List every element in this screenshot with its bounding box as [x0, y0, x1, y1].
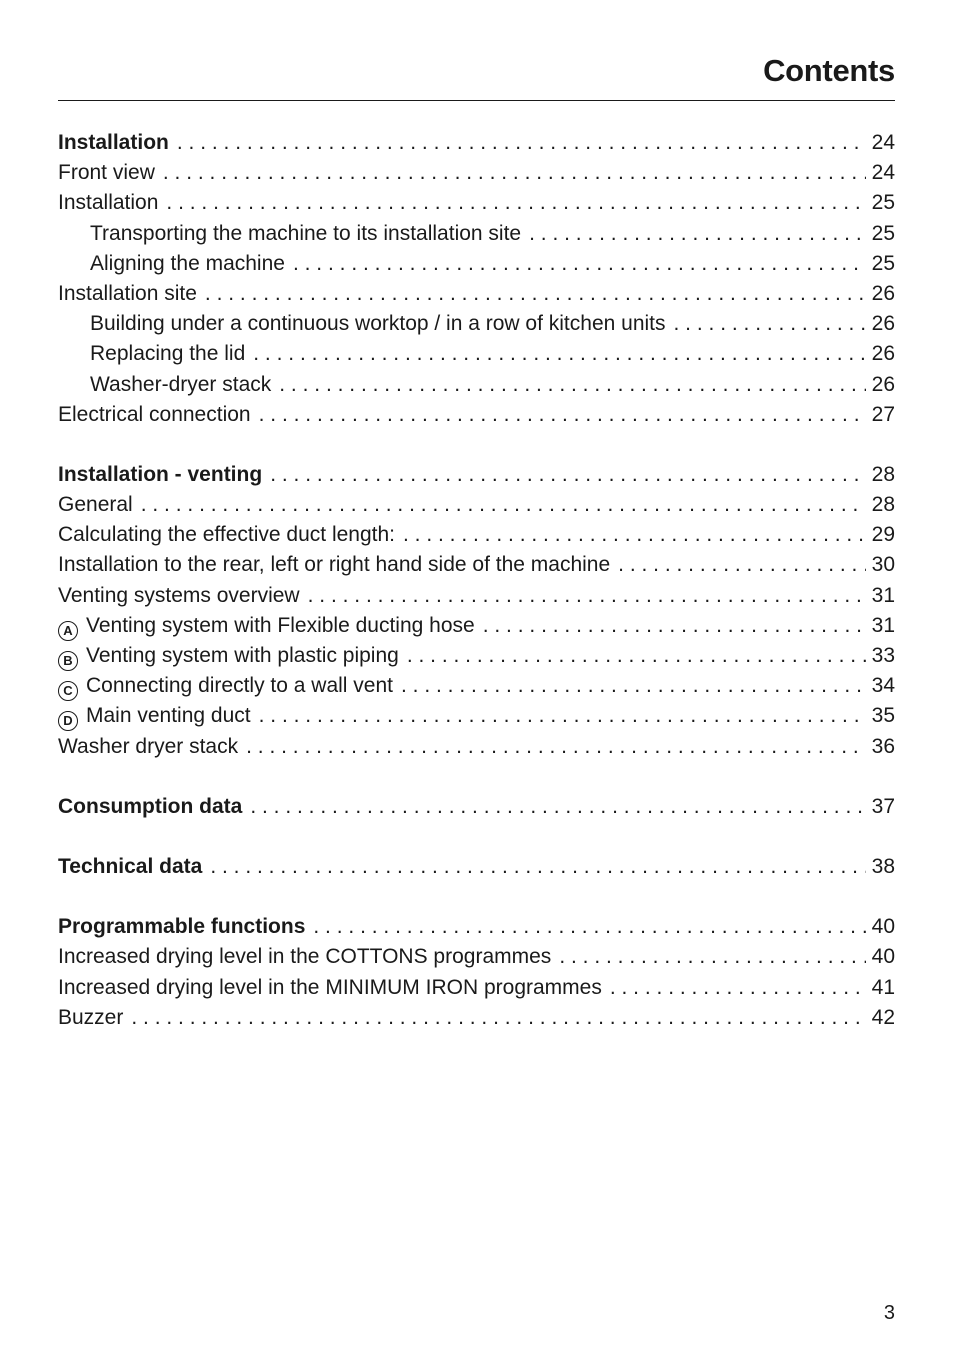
toc-entry-text: Washer-dryer stack — [90, 372, 272, 396]
toc-entry-page-number: 40 — [871, 915, 895, 939]
page-number: 3 — [883, 1302, 895, 1324]
dot-leader — [131, 1003, 865, 1033]
toc-entry-text: Buzzer — [58, 1005, 124, 1029]
toc-heading-entry[interactable] — [58, 128, 895, 158]
toc-entry-page-number: 34 — [871, 674, 895, 698]
toc-entry[interactable] — [58, 279, 895, 309]
toc-entry-page-number: 31 — [871, 583, 895, 607]
dot-leader — [250, 792, 865, 822]
toc-entry[interactable] — [58, 641, 895, 671]
toc-entry-text: Consumption data — [58, 794, 243, 818]
dot-leader — [674, 309, 866, 339]
toc-entry-text: Installation — [58, 191, 159, 215]
toc-section — [58, 852, 895, 882]
toc-entry-page-number: 29 — [871, 523, 895, 547]
toc-entry-text: Technical data — [58, 854, 203, 878]
toc-entry-page-number: 24 — [871, 161, 895, 185]
toc-entry[interactable] — [58, 400, 895, 430]
toc-section — [58, 912, 895, 1033]
toc-entry-label — [58, 460, 262, 490]
toc-entry-label — [58, 158, 155, 188]
toc-entry[interactable] — [58, 1003, 895, 1033]
circled-letter-marker: B — [58, 651, 78, 671]
toc-entry[interactable] — [58, 309, 895, 339]
dot-leader — [407, 641, 866, 671]
toc-entry-page-number: 26 — [871, 342, 895, 366]
toc-entry-text: Electrical connection — [58, 402, 251, 426]
toc-entry-page-number: 38 — [871, 854, 895, 878]
dot-leader — [308, 581, 866, 611]
dot-leader — [163, 158, 866, 188]
toc-entry-page-number: 36 — [871, 734, 895, 758]
toc-entry-text: Venting system with Flexible ducting hose — [86, 613, 475, 637]
toc-entry-label — [58, 188, 158, 218]
toc-entry[interactable] — [58, 701, 895, 731]
dot-leader — [313, 912, 865, 942]
toc-entry-text: Installation - venting — [58, 462, 263, 486]
toc-heading-entry[interactable] — [58, 460, 895, 490]
dot-leader — [259, 400, 866, 430]
toc-entry-page-number: 31 — [871, 613, 895, 637]
toc-entry[interactable] — [58, 490, 895, 520]
toc-entry-label — [58, 581, 300, 611]
toc-entry-label — [58, 279, 197, 309]
dot-leader — [403, 520, 866, 550]
toc-entry-text: Main venting duct — [86, 704, 251, 728]
table-of-contents — [58, 128, 895, 1063]
toc-entry[interactable] — [58, 249, 895, 279]
toc-entry[interactable] — [58, 942, 895, 972]
toc-entry-text: Increased drying level in the COTTONS programmes — [58, 945, 552, 969]
toc-entry-page-number: 27 — [871, 402, 895, 426]
toc-entry[interactable] — [58, 732, 895, 762]
circled-letter-marker: D — [58, 711, 78, 731]
toc-entry-label — [58, 701, 251, 731]
toc-entry[interactable] — [58, 370, 895, 400]
circled-letter-marker: A — [58, 621, 78, 641]
toc-entry-label — [58, 671, 393, 701]
toc-entry-label — [58, 973, 602, 1003]
page-title: Contents — [763, 53, 895, 88]
toc-entry-label — [58, 490, 133, 520]
dot-leader — [166, 188, 865, 218]
toc-entry-label — [58, 611, 475, 641]
toc-entry-text: Front view — [58, 161, 155, 185]
toc-entry-page-number: 28 — [871, 493, 895, 517]
toc-entry-label — [90, 309, 666, 339]
toc-entry-text: Installation site — [58, 281, 197, 305]
toc-entry-text: Replacing the lid — [90, 342, 246, 366]
toc-entry-page-number: 24 — [871, 131, 895, 154]
toc-entry[interactable] — [58, 671, 895, 701]
toc-entry-label — [58, 520, 395, 550]
dot-leader — [559, 942, 865, 972]
toc-entry[interactable] — [58, 158, 895, 188]
toc-entry-text: Venting systems overview — [58, 583, 300, 607]
toc-entry-page-number: 28 — [871, 462, 895, 486]
dot-leader — [177, 128, 866, 158]
dot-leader — [141, 490, 866, 520]
toc-heading-entry[interactable] — [58, 792, 895, 822]
toc-entry-text: Transporting the machine to its installation site — [90, 221, 522, 245]
toc-entry-label — [58, 400, 251, 430]
toc-entry-page-number: 33 — [871, 644, 895, 667]
toc-entry[interactable] — [58, 581, 895, 611]
toc-entry-label — [58, 641, 399, 671]
toc-entry[interactable] — [58, 188, 895, 218]
toc-entry-page-number: 25 — [871, 221, 895, 245]
toc-entry-page-number: 26 — [871, 312, 895, 336]
toc-entry-text: Installation — [58, 131, 169, 154]
toc-section — [58, 128, 895, 430]
toc-entry-page-number: 26 — [871, 281, 895, 305]
toc-entry[interactable] — [58, 339, 895, 369]
toc-entry-text: Installation to the rear, left or right hand side of the machine — [58, 553, 611, 577]
dot-leader — [259, 701, 866, 731]
toc-entry[interactable] — [58, 973, 895, 1003]
toc-entry[interactable] — [58, 550, 895, 580]
toc-entry-page-number: 42 — [871, 1005, 895, 1029]
toc-entry-text: Increased drying level in the MINIMUM IRON programmes — [58, 975, 602, 999]
toc-section — [58, 460, 895, 762]
toc-entry-page-number: 40 — [871, 945, 895, 969]
toc-entry-label — [58, 912, 305, 942]
dot-leader — [610, 973, 866, 1003]
toc-entry-page-number: 37 — [871, 794, 895, 818]
toc-entry-text: General — [58, 493, 133, 517]
title-divider — [58, 100, 895, 101]
toc-entry-text: Aligning the machine — [90, 251, 285, 275]
dot-leader — [205, 279, 866, 309]
toc-entry-label — [58, 732, 238, 762]
dot-leader — [253, 339, 865, 369]
dot-leader — [529, 219, 866, 249]
toc-entry[interactable] — [58, 520, 895, 550]
toc-entry-label — [90, 370, 271, 400]
toc-entry-label — [90, 339, 245, 369]
toc-entry-text: Connecting directly to a wall vent — [86, 674, 393, 698]
toc-entry-page-number: 25 — [871, 251, 895, 275]
toc-entry-text: Building under a continuous worktop / in a row of kitchen units — [90, 312, 666, 336]
toc-entry-page-number: 35 — [871, 704, 895, 728]
toc-entry-label — [58, 942, 551, 972]
toc-entry-label — [58, 792, 242, 822]
toc-entry-page-number: 41 — [871, 975, 895, 999]
dot-leader — [246, 732, 866, 762]
dot-leader — [210, 852, 865, 882]
toc-entry-label — [58, 550, 610, 580]
dot-leader — [270, 460, 865, 490]
circled-letter-marker: C — [58, 681, 78, 701]
toc-entry-text: Calculating the effective duct length: — [58, 523, 395, 547]
toc-entry-text: Venting system with plastic piping — [86, 644, 399, 667]
toc-entry-label — [58, 1003, 123, 1033]
toc-entry-page-number: 26 — [871, 372, 895, 396]
toc-entry-page-number: 30 — [871, 553, 895, 577]
toc-entry-label — [90, 249, 285, 279]
toc-section — [58, 792, 895, 822]
dot-leader — [483, 611, 866, 641]
toc-heading-entry[interactable] — [58, 912, 895, 942]
dot-leader — [279, 370, 865, 400]
dot-leader — [401, 671, 866, 701]
toc-heading-entry[interactable] — [58, 852, 895, 882]
toc-entry-page-number: 25 — [871, 191, 895, 215]
toc-entry-label — [58, 128, 169, 158]
dot-leader — [293, 249, 866, 279]
toc-entry-label — [58, 852, 202, 882]
toc-entry[interactable] — [58, 611, 895, 641]
toc-entry-text: Washer dryer stack — [58, 734, 239, 758]
toc-entry[interactable] — [58, 219, 895, 249]
toc-entry-text: Programmable functions — [58, 915, 306, 939]
dot-leader — [618, 550, 865, 580]
toc-entry-label — [90, 219, 521, 249]
